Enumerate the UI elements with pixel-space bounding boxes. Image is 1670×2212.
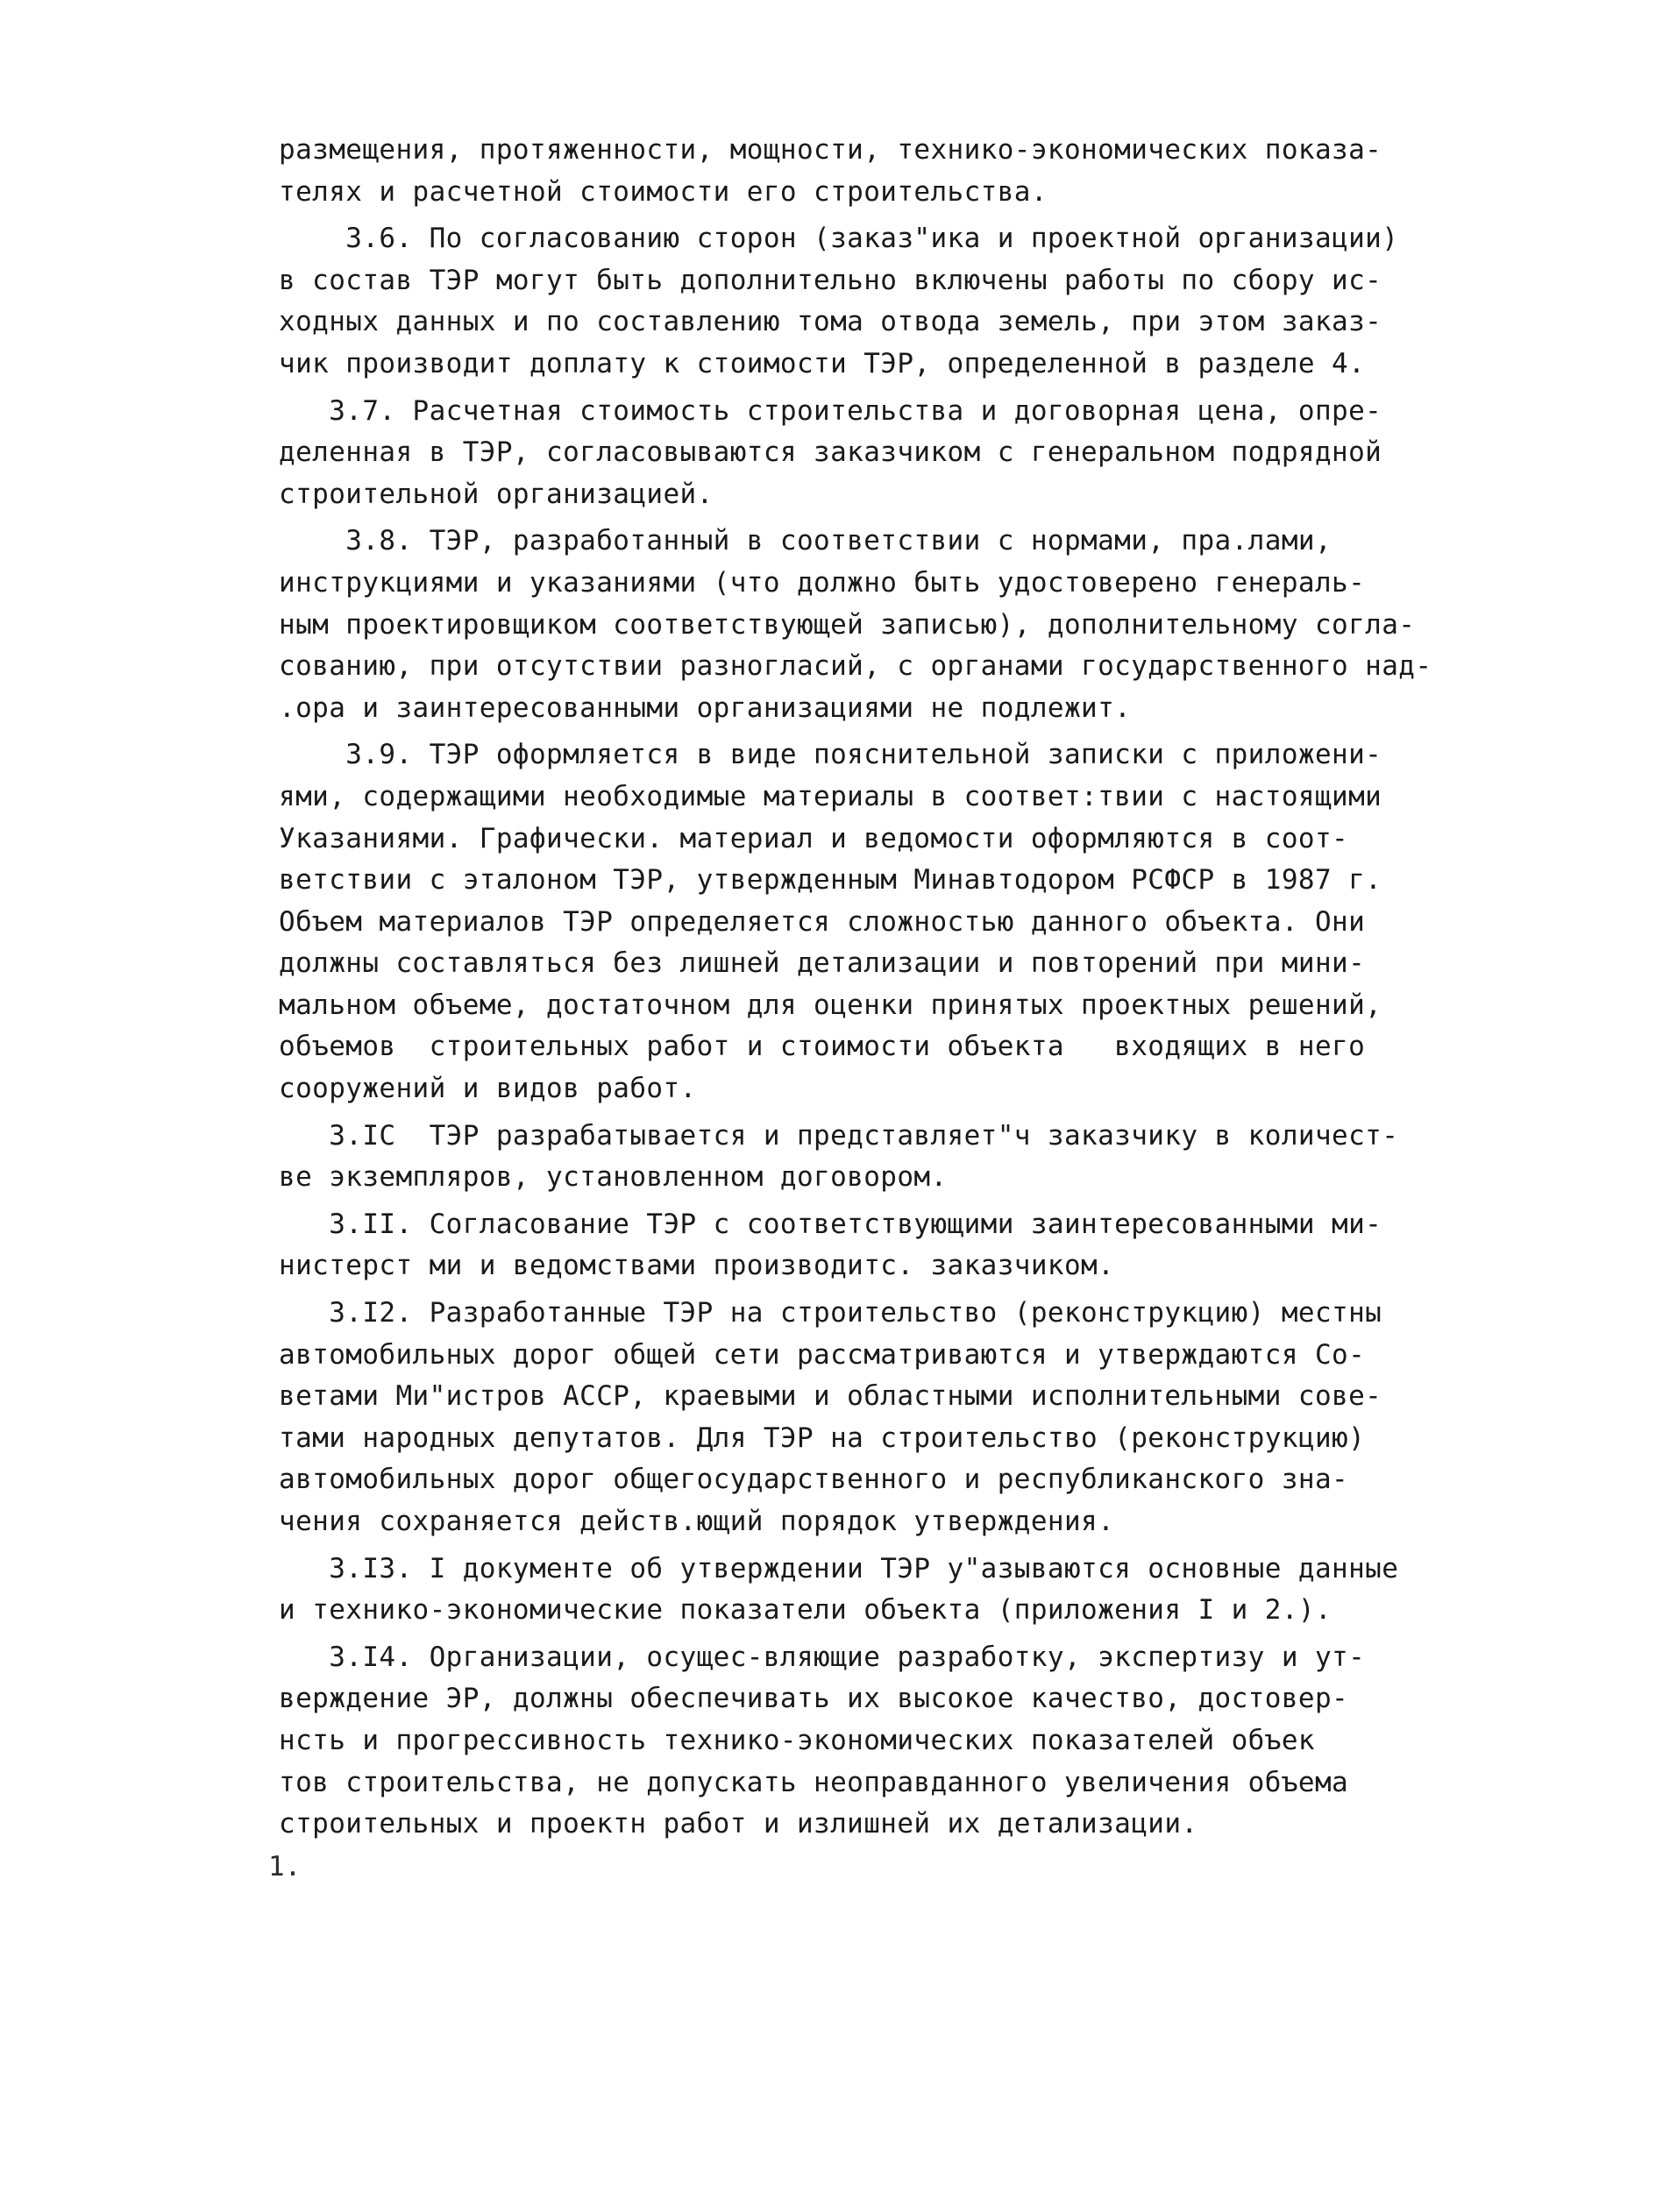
text-line: Указаниями. Графически. материал и ведомости оформляются в соот- bbox=[279, 822, 1349, 854]
text-line: нистерст ми и ведомствами производитс. заказчиком. bbox=[279, 1250, 1115, 1282]
text-line: .ора и заинтересованными организациями не подлежит. bbox=[279, 691, 1132, 724]
text-line: 3.6. По согласованию сторон (заказ"ика и проектной организации) bbox=[279, 223, 1399, 255]
paragraph bbox=[279, 391, 1436, 516]
text-line: строительных и проектн работ и излишней их детализации. bbox=[279, 1808, 1198, 1840]
paragraph bbox=[279, 1293, 1436, 1543]
text-line: 3.7. Расчетная стоимость строительства и договорная цена, опре- bbox=[279, 394, 1382, 427]
text-line: Объем материалов ТЭР определяется сложностью данного объекта. Они bbox=[279, 905, 1366, 938]
text-line: автомобильных дорог общегосударственного и республиканского зна- bbox=[279, 1464, 1349, 1496]
text-line: чик производит доплату к стоимости ТЭР, определенной в разделе 4. bbox=[279, 347, 1366, 379]
text-line: мальном объеме, достаточном для оценки принятых проектных решений, bbox=[279, 989, 1382, 1021]
text-line: должны составляться без лишней детализации и повторений при мини- bbox=[279, 947, 1366, 980]
text-line: сованию, при отсутствии разногласий, с органами государственного над- bbox=[279, 650, 1432, 683]
document-body bbox=[279, 130, 1436, 1846]
text-line: 3.8. ТЭР, разработанный в соответствии с нормами, пра.лами, bbox=[279, 525, 1332, 557]
text-line: ветами Ми"истров АССР, краевыми и областными исполнительными сове- bbox=[279, 1380, 1382, 1413]
text-line: чения сохраняется действ.ющий порядок утверждения. bbox=[279, 1506, 1115, 1537]
text-line: верждение ЭР, должны обеспечивать их высокое качество, достовер- bbox=[279, 1683, 1349, 1715]
text-line: ходных данных и по составлению тома отвода земель, при этом заказ- bbox=[279, 306, 1382, 338]
paragraph bbox=[279, 130, 1436, 213]
text-line: автомобильных дорог общей сети рассматриваются и утверждаются Со- bbox=[279, 1338, 1366, 1371]
text-line: 3.I2. Разработанные ТЭР на строительство (реконструкцию) местны bbox=[279, 1297, 1382, 1329]
paragraph bbox=[279, 521, 1436, 729]
text-line: размещения, протяженности, мощности, технико-экономических показа- bbox=[279, 134, 1382, 166]
text-line: и технико-экономические показатели объекта (приложения I и 2.). bbox=[279, 1594, 1332, 1627]
paragraph bbox=[279, 1637, 1436, 1846]
text-line: строительной организацией. bbox=[279, 478, 714, 510]
text-line: 3.I3. I документе об утверждении ТЭР у"азываются основные данные bbox=[279, 1552, 1399, 1585]
page-number: 1. bbox=[268, 1851, 302, 1882]
text-line: телях и расчетной стоимости его строительства. bbox=[279, 175, 1048, 208]
text-line: 3.IC ТЭР разрабатывается и представляет"ч заказчику в количест- bbox=[279, 1119, 1399, 1152]
text-line: сооружений и видов работ. bbox=[279, 1073, 697, 1105]
text-line: ным проектировщиком соответствующей записью), дополнительному согла- bbox=[279, 608, 1416, 641]
text-line: тов строительства, не допускать неоправданного увеличения объема bbox=[279, 1766, 1349, 1798]
text-line: инструкциями и указаниями (что должно быть удостоверено генераль- bbox=[279, 566, 1366, 599]
paragraph bbox=[279, 1549, 1436, 1632]
paragraph bbox=[279, 218, 1436, 385]
text-line: ве экземпляров, установленном договором. bbox=[279, 1161, 948, 1194]
text-line: деленная в ТЭР, согласовываются заказчиком с генеральном подрядной bbox=[279, 436, 1382, 469]
text-line: 3.9. ТЭР оформляется в виде пояснительной записки с приложени- bbox=[279, 739, 1382, 771]
text-line: 3.II. Согласование ТЭР с соответствующими заинтересованными ми- bbox=[279, 1208, 1382, 1240]
paragraph bbox=[279, 1204, 1436, 1287]
text-line: объемов строительных работ и стоимости объекта входящих в него bbox=[279, 1031, 1366, 1063]
text-line: ветствии с эталоном ТЭР, утвержденным Минавтодором РСФСР в 1987 г. bbox=[279, 864, 1382, 897]
text-line: нсть и прогрессивность технико-экономических показателей объек bbox=[279, 1724, 1315, 1756]
text-line: 3.I4. Организации, осущес-вляющие разработку, экспертизу и ут- bbox=[279, 1641, 1366, 1673]
paragraph bbox=[279, 734, 1436, 1110]
text-line: ями, содержащими необходимые материалы в соответ:твии с настоящими bbox=[279, 780, 1382, 812]
text-line: тами народных депутатов. Для ТЭР на строительство (реконструкцию) bbox=[279, 1421, 1366, 1454]
paragraph bbox=[279, 1116, 1436, 1199]
text-line: в состав ТЭР могут быть дополнительно включены работы по сбору ис- bbox=[279, 264, 1382, 296]
